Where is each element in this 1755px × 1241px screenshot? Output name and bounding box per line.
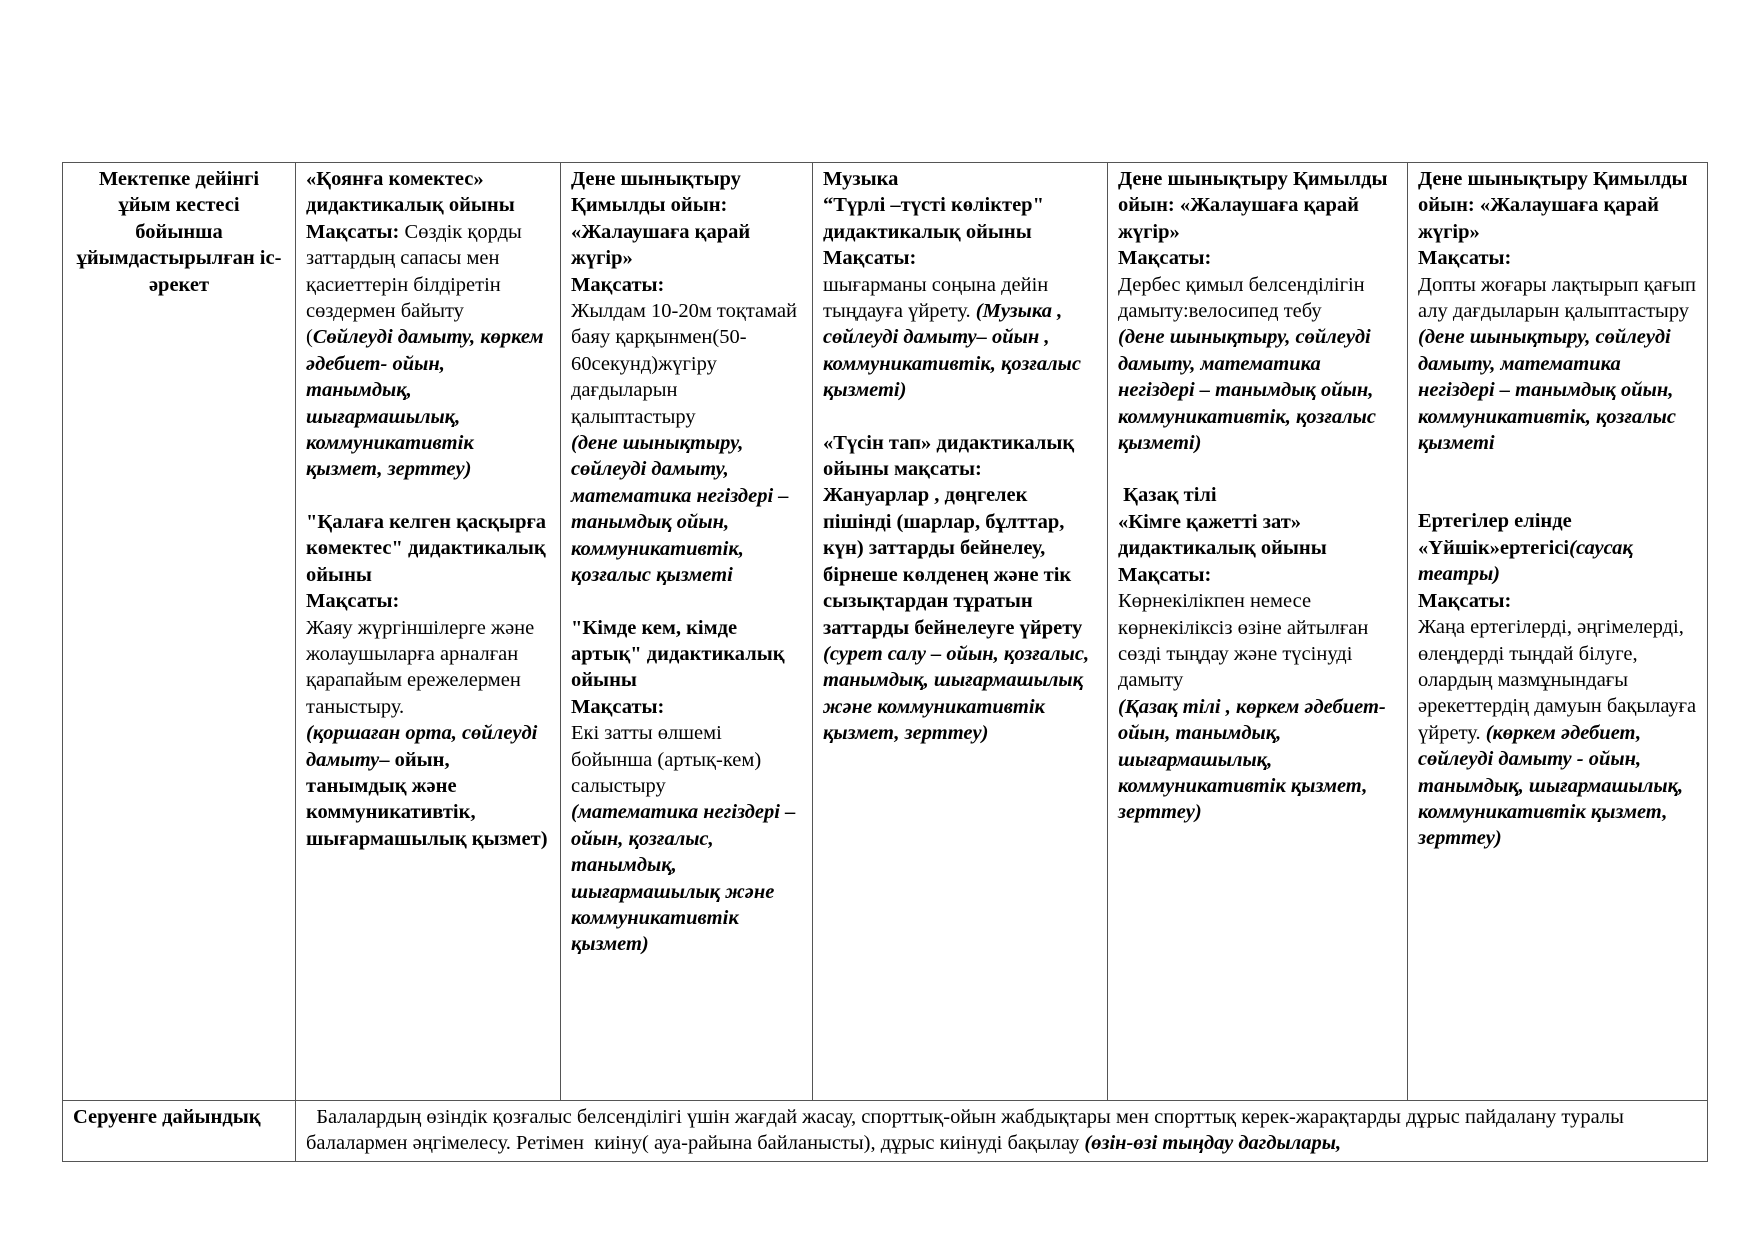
activity-note-cont: – ойын, танымдық және коммуникативтік, шығармашылық қызмет) — [306, 748, 548, 850]
goal-label: Мақсаты: — [306, 220, 400, 243]
tuesday-cell — [561, 163, 813, 1101]
goal-text: Сөздік қорды заттардың сапасы мен қасиеттерін білдіретін сөздермен байыту — [306, 220, 522, 323]
goal-label: Мақсаты: — [1118, 247, 1212, 270]
table-row — [63, 1101, 1708, 1162]
goal-label: Мақсаты: — [571, 695, 665, 718]
schedule-table — [62, 162, 1708, 1162]
goal-label: Мақсаты: — [1418, 247, 1512, 270]
goal-text: Жаңа ертегілерді, әңгімелерді, өлеңдерді тыңдай білуге, олардың мазмұнындағы әрекеттердің дамуын бақылауға үйрету. — [1418, 616, 1697, 744]
row-label: Серуенге дайындық — [73, 1106, 261, 1128]
row-label: Мектепке дейінгі ұйым кестесі бойынша ұйымдастырылған іс-әрекет — [76, 168, 282, 296]
friday-cell — [1408, 163, 1708, 1101]
row-label-cell — [63, 1101, 296, 1162]
goal-text: Көрнекілікпен немесе көрнекіліксіз өзіне айтылған сөзді тыңдау және түсінуді дамыту — [1118, 590, 1369, 692]
goal-text: Жаяу жүргіншілерге және жолаушыларға арналған қарапайым ережелермен таныстыру. — [306, 616, 535, 718]
activity-note: (дене шынықтыру, сөйлеуді дамыту, математика негіздері – танымдық ойын, коммуникативтік, қозғалыс қызметі) — [1118, 326, 1376, 455]
game-title: Дене шынықтыру Қимылды ойын: «Жалаушаға қарай жүгір» — [1118, 168, 1388, 243]
subject-heading: Қазақ тілі — [1118, 484, 1217, 507]
goal-label: Мақсаты: — [571, 273, 665, 296]
goal-label: Мақсаты: — [1118, 563, 1212, 586]
game-title: «Түсін тап» дидактикалық ойыны мақсаты: — [823, 431, 1075, 481]
monday-cell — [296, 163, 561, 1101]
goal-label: Мақсаты: — [306, 590, 400, 613]
row-label-cell — [63, 163, 296, 1101]
game-title: "Кімде кем, кімде артық" дидактикалық ойыны — [571, 616, 785, 692]
table-row — [63, 163, 1708, 1101]
note-open: ( — [306, 326, 313, 349]
wednesday-cell — [813, 163, 1108, 1101]
subject-heading: Музыка — [823, 168, 899, 190]
walk-prep-text: Балалардың өзіндік қозғалыс белсенділігі үшін жағдай жасау, спорттық-ойын жабдықтары мен спорттық керек-жарақтарды дұрыс пайдалану туралы балалармен әңгімелесу. Ретімен киіну( ауа-райына байланысты), дұрыс киінуді бақылау — [306, 1106, 1630, 1155]
thursday-cell — [1108, 163, 1408, 1101]
game-title: Дене шынықтыру Қимылды ойын: «Жалаушаға қарай жүгір» — [1418, 168, 1688, 243]
game-title: «Кімге қажетті зат» дидактикалық ойыны — [1118, 510, 1327, 560]
game-title-note: (саусақ театры) — [1418, 536, 1633, 586]
game-title: Дене шынықтыру Қимылды ойын: «Жалаушаға қарай жүгір» — [571, 168, 751, 270]
activity-note: (өзін-өзі тыңдау дагдылары, — [1079, 1132, 1342, 1155]
game-title: "Қалаға келген қасқырға көмектес" дидактикалық ойыны — [306, 510, 547, 586]
game-title: «Қоянға комектес» дидактикалық ойыны — [306, 168, 515, 217]
activity-note: (Қазақ тілі , көркем әдебиет- ойын, танымдық, шығармашылық, коммуникативтік қызмет, зерттеу) — [1118, 695, 1386, 824]
goal-text: шығарманы соңына дейін тыңдауға үйрету. — [823, 273, 1049, 323]
activity-note: (сурет салу – ойын, қозғалыс, танымдық, шығармашылық және коммуникативтік қызмет, зерттеу) — [823, 642, 1090, 745]
activity-note: (Музыка , сөйлеуді дамыту– ойын , коммуникативтік, қозғалыс қызметі) — [823, 300, 1081, 402]
activity-note: (математика негіздері – ойын, қозғалыс, танымдық, шығармашылық және коммуникативтік қызмет) — [571, 801, 796, 956]
walk-prep-cell — [296, 1101, 1708, 1162]
activity-note: Сөйлеуді дамыту, көркем әдебиет- ойын, танымдық, шығармашылық, коммуникативтік қызмет, зерттеу) — [306, 326, 544, 481]
goal-text: Жылдам 10-20м тоқтамай баяу қарқынмен(50-60секунд)жүгіру дағдыларын қалыптастыру — [571, 300, 798, 428]
goal-text: Допты жоғары лақтырып қағып алу дағдыларын қалыптастыру — [1418, 273, 1696, 323]
game-title: Ертегілер елінде «Үйшік»ертегісі — [1418, 510, 1572, 559]
game-title: “Түрлі –түсті көліктер" дидактикалық ойыны — [823, 194, 1044, 243]
goal-text: Дербес қимыл белсенділігін дамыту:велосипед тебу — [1118, 273, 1365, 323]
goal-label: Мақсаты: — [1418, 589, 1512, 612]
activity-note: (көркем әдебиет, сөйлеуді дамыту - ойын, танымдық, шығармашылық, коммуникативтік қызмет, зерттеу) — [1418, 721, 1684, 850]
activity-note: (қоршаған орта, сөйлеуді дамыту — [306, 722, 538, 771]
goal-text: Екі затты өлшемі бойынша (артық-кем) салыстыру — [571, 722, 762, 797]
activity-note: (дене шынықтыру, сөйлеуді дамыту, математика негіздері – танымдық ойын, коммуникативтік, қозғалыс қызметі — [1418, 326, 1676, 455]
activity-note: (дене шынықтыру, сөйлеуді дамыту, математика негіздері – танымдық ойын, коммуникативтік, қозғалыс қызметі — [571, 432, 789, 587]
goal-text: Жануарлар , дөңгелек пішінді (шарлар, бұлттар, күн) заттарды бейнелеу, бірнеше көлденең және тік сызықтардан тұратын заттарды бейнелеуге үйрету — [823, 484, 1083, 639]
goal-label: Мақсаты: — [823, 247, 917, 270]
